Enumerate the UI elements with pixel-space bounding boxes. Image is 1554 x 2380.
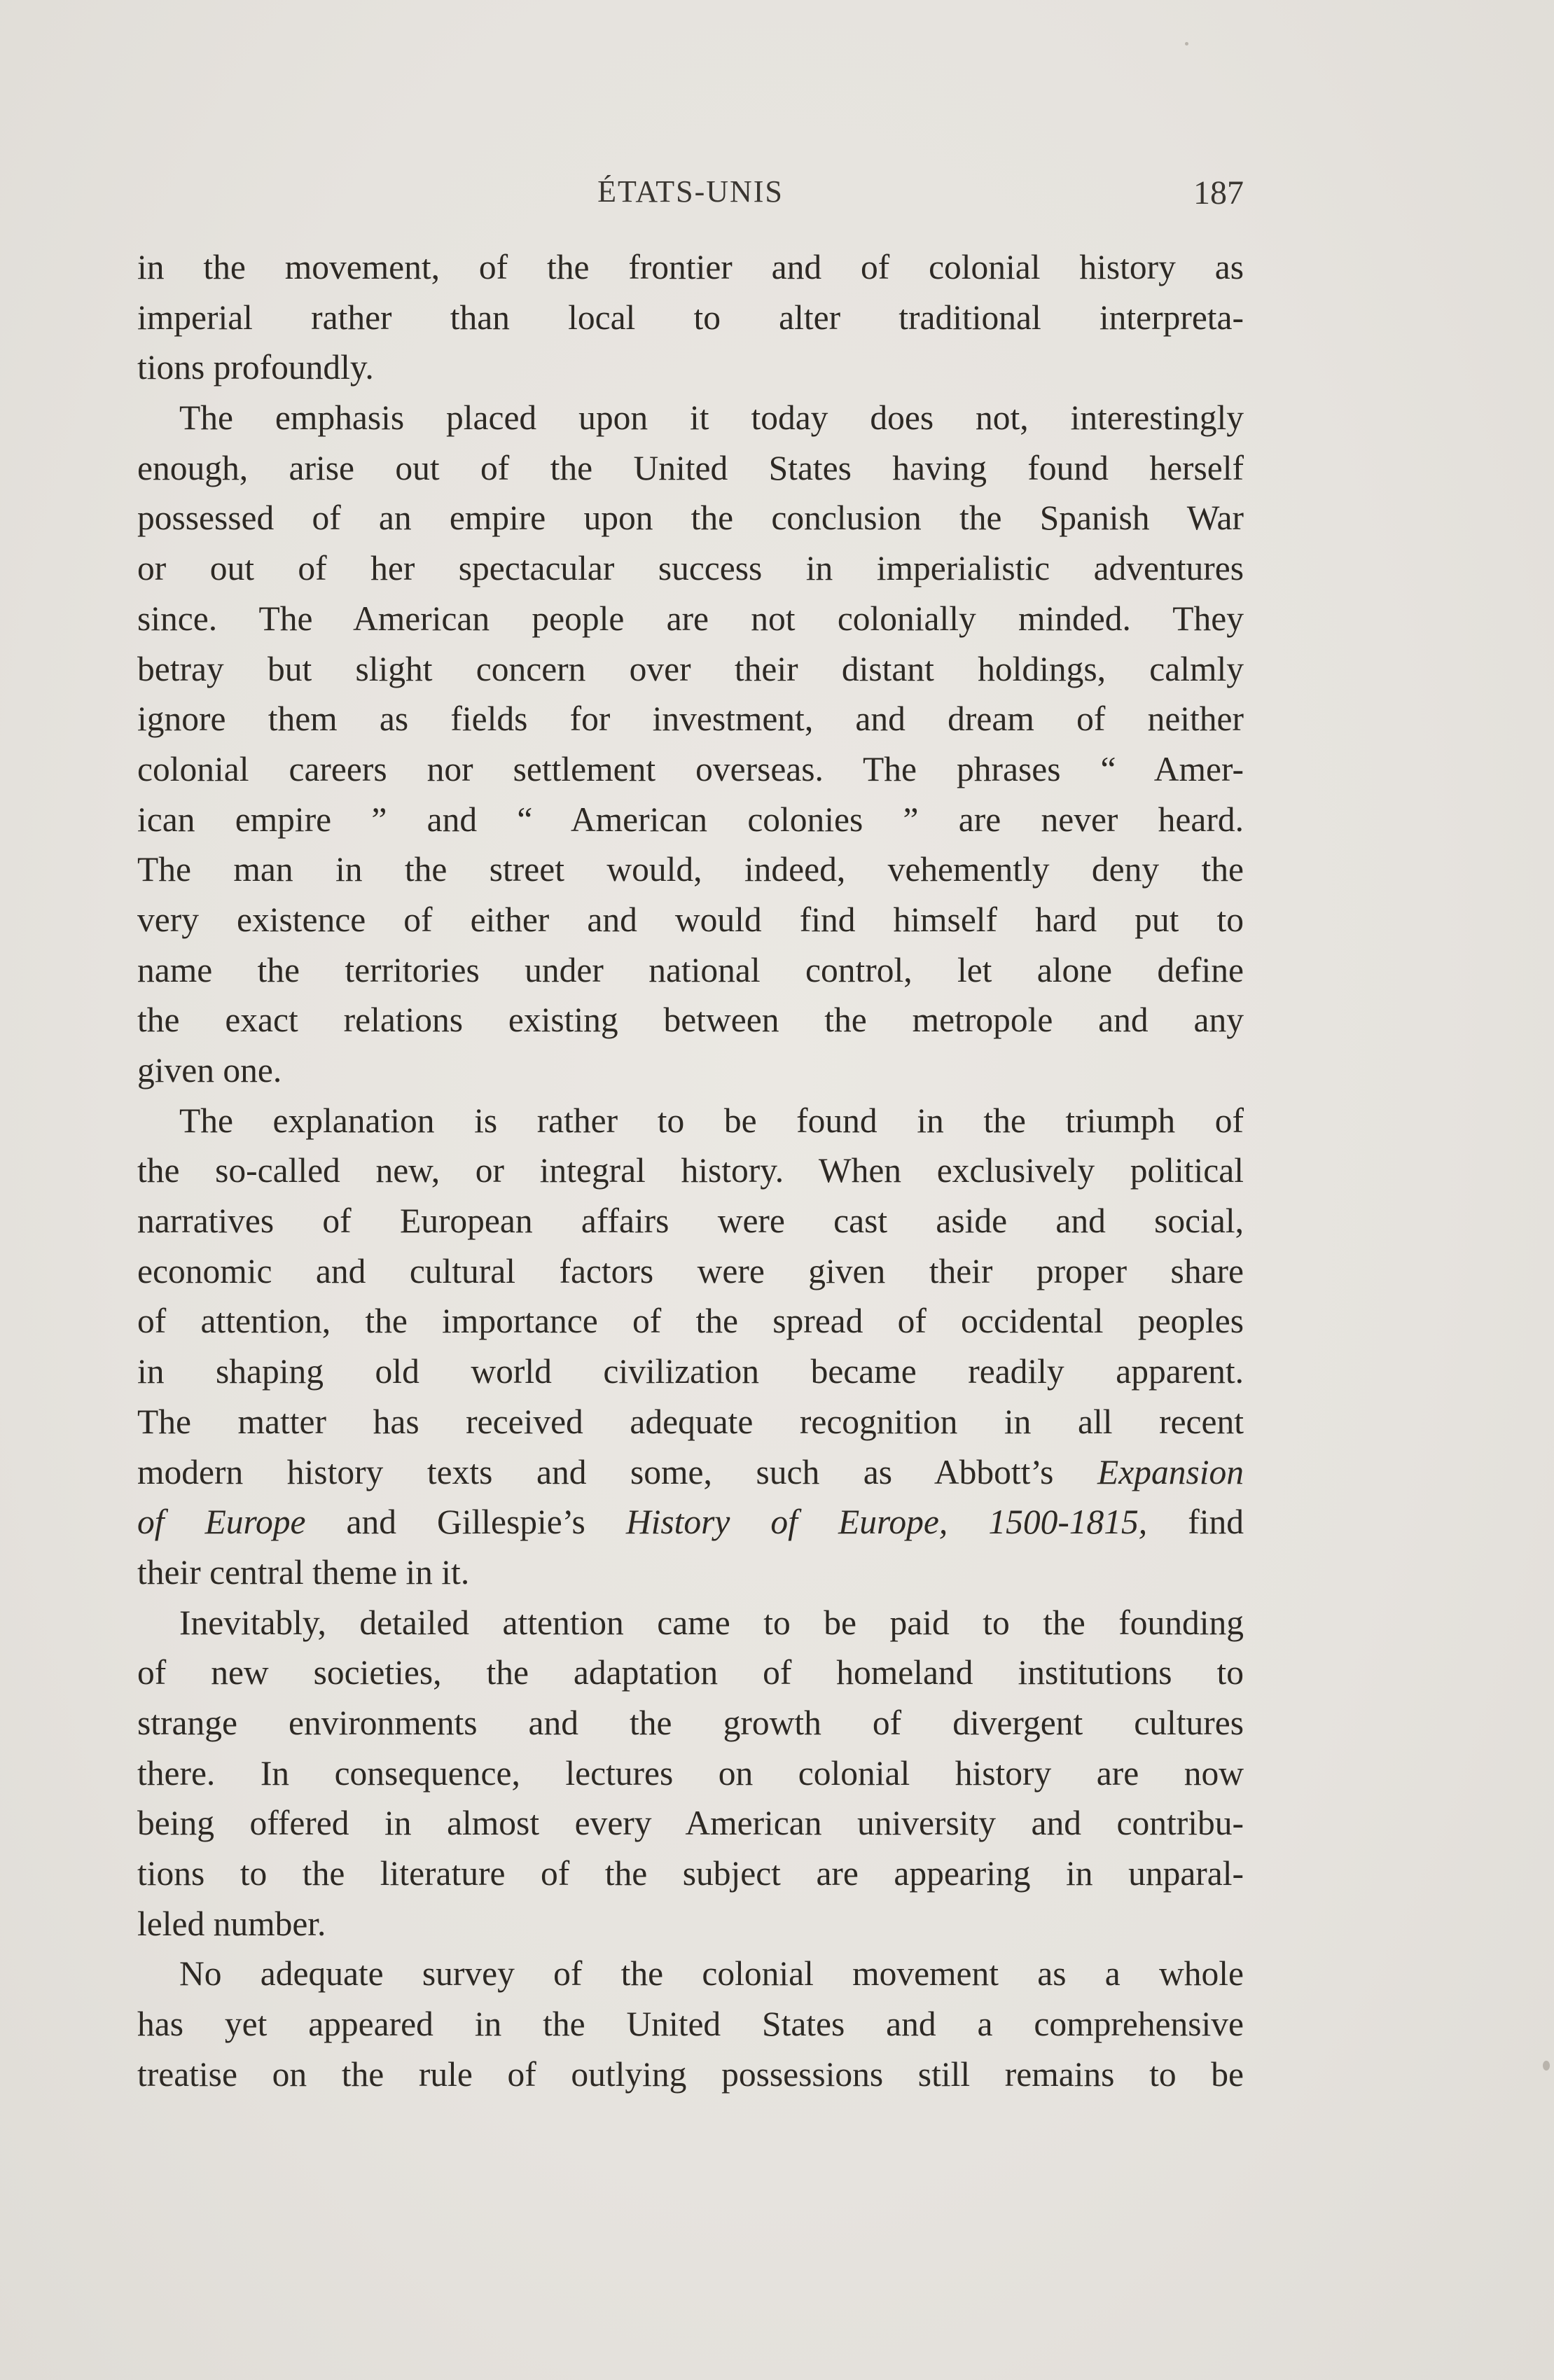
text-line: narratives of European affairs were cast aside and social, <box>137 1202 1244 1241</box>
text-line: No adequate survey of the colonial movement as a whole <box>179 1954 1244 1993</box>
text-line: very existence of either and would find himself hard put to <box>137 900 1244 939</box>
text-line: ican empire ” and “ American colonies ” are never heard. <box>137 800 1244 839</box>
text-line: in shaping old world civilization became readily apparent. <box>137 1352 1244 1391</box>
text-line: tions to the literature of the subject are appearing in unparal- <box>137 1854 1244 1893</box>
text-line: Inevitably, detailed attention came to be paid to the founding <box>179 1603 1244 1642</box>
paper-speck <box>1185 42 1188 46</box>
text-line: The emphasis placed upon it today does not, interestingly <box>179 398 1244 438</box>
text-line: possessed of an empire upon the conclusion the Spanish War <box>137 499 1244 538</box>
text-line: The man in the street would, indeed, vehemently deny the <box>137 850 1244 889</box>
text-line: betray but slight concern over their distant holdings, calmly <box>137 649 1244 688</box>
text-line: of attention, the importance of the spread of occidental peoples <box>137 1302 1244 1341</box>
text-line: strange environments and the growth of divergent cultures <box>137 1703 1244 1742</box>
body-text <box>137 242 1244 2099</box>
text-line: name the territories under national control, let alone define <box>137 950 1244 989</box>
page-header <box>137 174 1244 216</box>
text-line: imperial rather than local to alter traditional interpreta- <box>137 298 1244 337</box>
text-line: there. In consequence, lectures on colonial history are now <box>137 1753 1244 1793</box>
text-segment: modern history texts and some, such as Abbott’s <box>137 1452 1098 1491</box>
text-line: the exact relations existing between the metropole and any <box>137 1001 1244 1040</box>
text-line: economic and cultural factors were given their proper share <box>137 1251 1244 1290</box>
text-line: in the movement, of the frontier and of colonial history as <box>137 248 1244 286</box>
text-segment: and Gillespie’s <box>305 1503 626 1542</box>
text-line: since. The American people are not colonially minded. They <box>137 599 1244 638</box>
text-line-with-italic <box>137 1497 1244 1547</box>
text-line: or out of her spectacular success in imperialistic adventures <box>137 549 1244 588</box>
italic-title: History of Europe, 1500-1815, <box>625 1503 1148 1542</box>
text-line: ignore them as fields for investment, and dream of neither <box>137 700 1244 739</box>
italic-title: Expansion <box>1097 1452 1244 1491</box>
text-line: their central theme in it. <box>137 1552 470 1592</box>
text-line: The matter has received adequate recognition in all recent <box>137 1402 1244 1441</box>
text-line: enough, arise out of the United States having found herself <box>137 448 1244 487</box>
running-head: ÉTATS-UNIS <box>597 174 784 209</box>
paper-speck <box>1543 2061 1550 2071</box>
text-line: leled number. <box>137 1904 326 1943</box>
text-line-with-italic <box>137 1447 1244 1498</box>
text-line: of new societies, the adaptation of homeland institutions to <box>137 1653 1244 1692</box>
text-line: has yet appeared in the United States and a comprehensive <box>137 2005 1244 2044</box>
text-line: given one. <box>137 1051 282 1090</box>
text-line: tions profoundly. <box>137 348 374 387</box>
text-segment: find <box>1147 1503 1244 1542</box>
text-line: the so-called new, or integral history. When exclusively political <box>137 1151 1244 1190</box>
page-number: 187 <box>1193 174 1244 211</box>
text-line: The explanation is rather to be found in the triumph of <box>179 1101 1244 1140</box>
italic-title: of Europe <box>137 1503 306 1542</box>
text-line: being offered in almost every American university and contribu- <box>137 1804 1244 1843</box>
text-line: treatise on the rule of outlying possessions still remains to be <box>137 2054 1244 2094</box>
text-line: colonial careers nor settlement overseas. The phrases “ Amer- <box>137 749 1244 788</box>
